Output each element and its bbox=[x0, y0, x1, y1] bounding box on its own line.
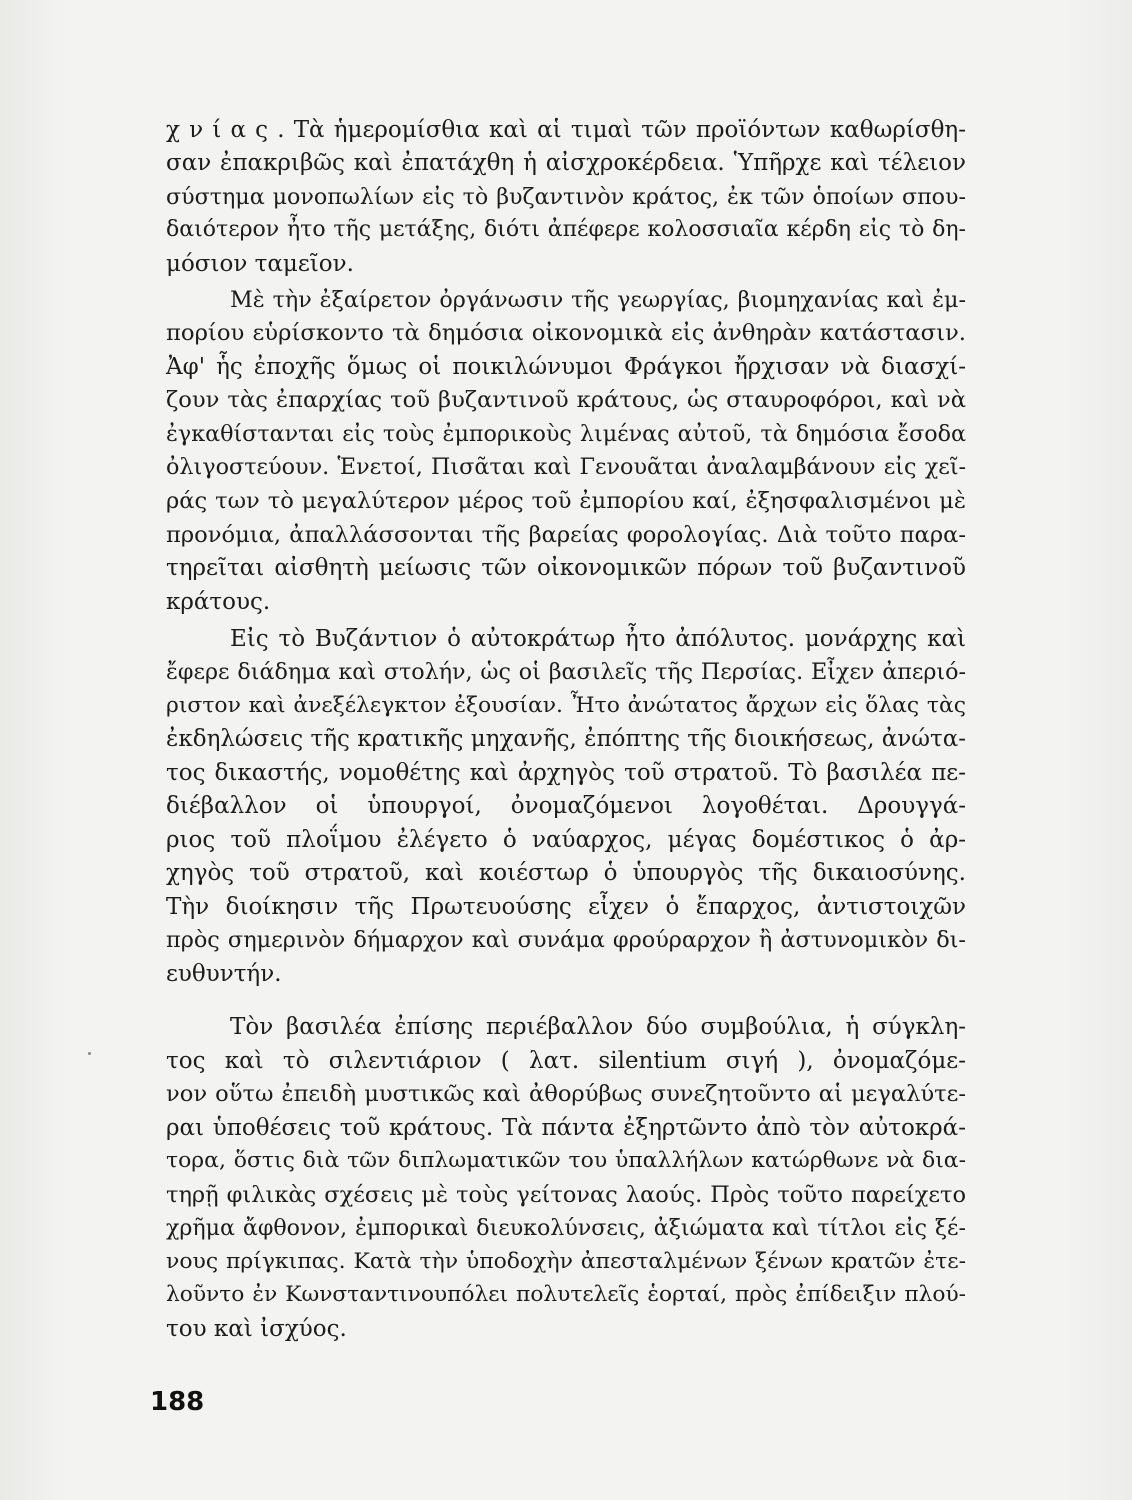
text-line: ἔφερε διάδημα καὶ στολήν, ὡς οἱ βασιλεῖς τῆς Περσίας. Εἶχεν ἀπεριό- bbox=[166, 659, 966, 685]
text-line: διέβαλλον οἱ ὑπουργοί, ὀνομαζόμενοι λογοθέται. Δρουγγά- bbox=[166, 793, 966, 819]
text-line: χρῆμα ἄφθονον, ἐμπορικαὶ διευκολύνσεις, ἀξιώματα καὶ τίτλοι εἰς ξέ- bbox=[166, 1215, 966, 1241]
text-line: χ ν ί α ς . Τὰ ἡμερομίσθια καὶ αἱ τιμαὶ τῶν προϊόντων καθωρίσθη- bbox=[166, 117, 966, 143]
text-line: ευθυντήν. bbox=[166, 961, 282, 987]
text-line: Τὸν βασιλέα ἐπίσης περιέβαλλον δύο συμβούλια, ἡ σύγκλη- bbox=[230, 1014, 966, 1040]
text-line: Μὲ τὴν ἐξαίρετον ὀργάνωσιν τῆς γεωργίας, βιομηχανίας καὶ ἐμ- bbox=[230, 287, 966, 313]
scan-speck bbox=[88, 1052, 91, 1055]
text-line: τος καὶ τὸ σιλεντιάριον ( λατ. silentium σιγή ), ὀνομαζόμε- bbox=[166, 1048, 966, 1074]
text-line: πρὸς σημερινὸν δήμαρχον καὶ συνάμα φρούραρχον ἢ ἀστυνομικὸν δι- bbox=[166, 927, 966, 953]
text-line: χηγὸς τοῦ στρατοῦ, καὶ κοιέστωρ ὁ ὑπουργὸς τῆς δικαιοσύνης. bbox=[166, 860, 966, 886]
text-line: προνόμια, ἀπαλλάσσονται τῆς βαρείας φορολογίας. Διὰ τοῦτο παρα- bbox=[166, 522, 966, 548]
text-line: τορα, ὅστις διὰ τῶν διπλωματικῶν του ὑπαλλήλων κατώρθωνε νὰ δια- bbox=[166, 1148, 966, 1173]
text-line: νους πρίγκιπας. Κατὰ τὴν ὑποδοχὴν ἀπεσταλμένων ξένων κρατῶν ἐτε- bbox=[166, 1249, 966, 1274]
text-line: Ἀφ' ἧς ἐποχῆς ὅμως οἱ ποικιλώνυμοι Φράγκοι ἤρχισαν νὰ διασχί- bbox=[166, 354, 966, 380]
text-line: ριος τοῦ πλοΐμου ἐλέγετο ὁ ναύαρχος, μέγας δομέστικος ὁ ἀρ- bbox=[166, 827, 966, 853]
text-line: Τὴν διοίκησιν τῆς Πρωτευούσης εἶχεν ὁ ἔπαρχος, ἀντιστοιχῶν bbox=[166, 894, 966, 920]
text-line: σαν ἐπακριβῶς καὶ ἐπατάχθη ἡ αἰσχροκέρδεια. Ὑπῆρχε καὶ τέλειον bbox=[166, 150, 966, 176]
text-line: ζουν τὰς ἐπαρχίας τοῦ βυζαντινοῦ κράτους, ὡς σταυροφόροι, καὶ νὰ bbox=[166, 387, 966, 413]
text-line: τηρῇ φιλικὰς σχέσεις μὲ τοὺς γείτονας λαούς. Πρὸς τοῦτο παρείχετο bbox=[166, 1182, 966, 1208]
text-line: πορίου εὑρίσκοντο τὰ δημόσια οἰκονομικὰ εἰς ἀνθηρὰν κατάστασιν. bbox=[166, 320, 966, 346]
page-number: 188 bbox=[150, 1387, 205, 1417]
text-line: ραι ὑποθέσεις τοῦ κράτους. Τὰ πάντα ἐξηρτῶντο ἀπὸ τὸν αὐτοκρά- bbox=[166, 1115, 966, 1141]
text-line: ἐγκαθίστανται εἰς τοὺς ἐμπορικοὺς λιμένας αὐτοῦ, τὰ δημόσια ἔσοδα bbox=[166, 421, 966, 447]
text-line: του καὶ ἰσχύος. bbox=[166, 1316, 347, 1342]
text-line: ὀλιγοστεύουν. Ἑνετοί, Πισᾶται καὶ Γενουᾶται ἀναλαμβάνουν εἰς χεῖ- bbox=[166, 454, 966, 480]
text-line: νον οὕτω ἐπειδὴ μυστικῶς καὶ ἀθορύβως συνεζητοῦντο αἱ μεγαλύτε- bbox=[166, 1081, 966, 1107]
text-line: Εἰς τὸ Βυζάντιον ὁ αὐτοκράτωρ ἦτο ἀπόλυτος. μονάρχης καὶ bbox=[230, 626, 966, 652]
text-line: ράς των τὸ μεγαλύτερον μέρος τοῦ ἐμπορίου καί, ἐξησφαλισμένοι μὲ bbox=[166, 488, 966, 514]
text-line: ριστον καὶ ἀνεξέλεγκτον ἐξουσίαν. Ἦτο ἀνώτατος ἄρχων εἰς ὅλας τὰς bbox=[166, 693, 966, 718]
text-line: τος δικαστής, νομοθέτης καὶ ἀρχηγὸς τοῦ στρατοῦ. Τὸ βασιλέα πε- bbox=[166, 760, 966, 786]
text-line: ἐκδηλώσεις τῆς κρατικῆς μηχανῆς, ἐπόπτης τῆς διοικήσεως, ἀνώτα- bbox=[166, 726, 967, 752]
text-line: λοῦντο ἐν Κωνσταντινουπόλει πολυτελεῖς ἑορταί, πρὸς ἐπίδειξιν πλού- bbox=[166, 1282, 966, 1307]
text-line: τηρεῖται αἰσθητὴ μείωσις τῶν οἰκονομικῶν πόρων τοῦ βυζαντινοῦ bbox=[166, 555, 966, 581]
text-line: δαιότερον ἦτο τῆς μετάξης, διότι ἀπέφερε κολοσσιαῖα κέρδη εἰς τὸ δη- bbox=[166, 217, 966, 242]
text-line: σύστημα μονοπωλίων εἰς τὸ βυζαντινὸν κράτος, ἐκ τῶν ὁποίων σπου- bbox=[166, 184, 966, 210]
text-line: κράτους. bbox=[166, 589, 271, 615]
text-line: μόσιον ταμεῖον. bbox=[166, 251, 354, 277]
